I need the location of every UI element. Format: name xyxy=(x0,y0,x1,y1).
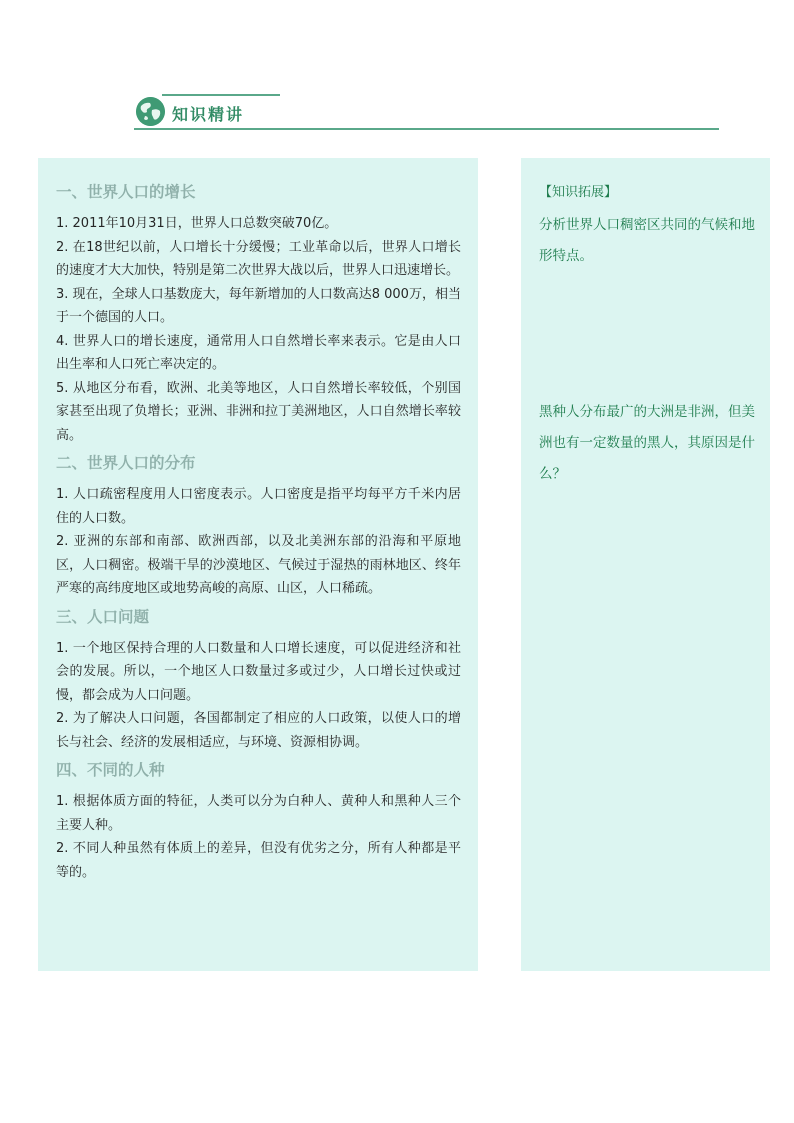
section-header xyxy=(134,94,719,132)
section-item: 2. 在18世纪以前，人口增长十分缓慢；工业革命以后，世界人口增长的速度才大大加快，特别是第二次世界大战以后，世界人口迅速增长。 xyxy=(56,239,461,278)
section-heading: 一、世界人口的增长 xyxy=(56,183,196,201)
section-heading: 二、世界人口的分布 xyxy=(56,454,196,472)
content-section xyxy=(56,758,461,884)
header-title: 知识精讲 xyxy=(172,105,245,124)
section-heading: 四、不同的人种 xyxy=(56,761,165,779)
section-item: 3. 现在，全球人口基数庞大，每年新增加的人口数高达8 000万，相当于一个德国的人口。 xyxy=(56,286,461,325)
extension-block-2 xyxy=(539,397,757,490)
section-item: 2. 为了解决人口问题，各国都制定了相应的人口政策，以使人口的增长与社会、经济的发展相适应，与环境、资源相协调。 xyxy=(56,711,461,750)
main-content-panel xyxy=(38,158,478,971)
header-top-rule xyxy=(162,94,280,96)
section-item: 1. 人口疏密程度用人口密度表示。人口密度是指平均每平方千米内居住的人口数。 xyxy=(56,487,461,526)
section-item: 1. 一个地区保持合理的人口数量和人口增长速度，可以促进经济和社会的发展。所以，一个地区人口数量过多或过少，人口增长过快或过慢，都会成为人口问题。 xyxy=(56,640,461,703)
header-bottom-rule xyxy=(134,128,719,130)
content-section xyxy=(56,451,461,601)
section-item: 2. 不同人种虽然有体质上的差异，但没有优劣之分，所有人种都是平等的。 xyxy=(56,841,461,880)
globe-icon xyxy=(136,97,165,126)
extension-block xyxy=(539,182,757,272)
content-section xyxy=(56,180,461,447)
section-item: 2. 亚洲的东部和南部、欧洲西部，以及北美洲东部的沿海和平原地区，人口稠密。极端干旱的沙漠地区、气候过于湿热的雨林地区、终年严寒的高纬度地区或地势高峻的高原、山区，人口稀疏。 xyxy=(56,534,461,596)
section-item: 1. 2011年10月31日，世界人口总数突破70亿。 xyxy=(56,216,338,231)
sections-container xyxy=(56,180,461,888)
extension-title: 【知识拓展】 xyxy=(539,185,618,200)
knowledge-extension-panel xyxy=(521,158,770,971)
section-item: 1. 根据体质方面的特征，人类可以分为白种人、黄种人和黑种人三个主要人种。 xyxy=(56,794,461,833)
extension-question-1: 分析世界人口稠密区共同的气候和地形特点。 xyxy=(539,217,755,264)
section-item: 5. 从地区分布看，欧洲、北美等地区，人口自然增长率较低，个别国家甚至出现了负增长；亚洲、非洲和拉丁美洲地区，人口自然增长率较高。 xyxy=(56,380,461,443)
section-heading: 三、人口问题 xyxy=(56,607,150,626)
content-section xyxy=(56,605,461,755)
section-item: 4. 世界人口的增长速度，通常用人口自然增长率来表示。它是由人口出生率和人口死亡率决定的。 xyxy=(56,333,461,372)
extension-question-2: 黑种人分布最广的大洲是非洲，但美洲也有一定数量的黑人，其原因是什么？ xyxy=(539,404,755,482)
